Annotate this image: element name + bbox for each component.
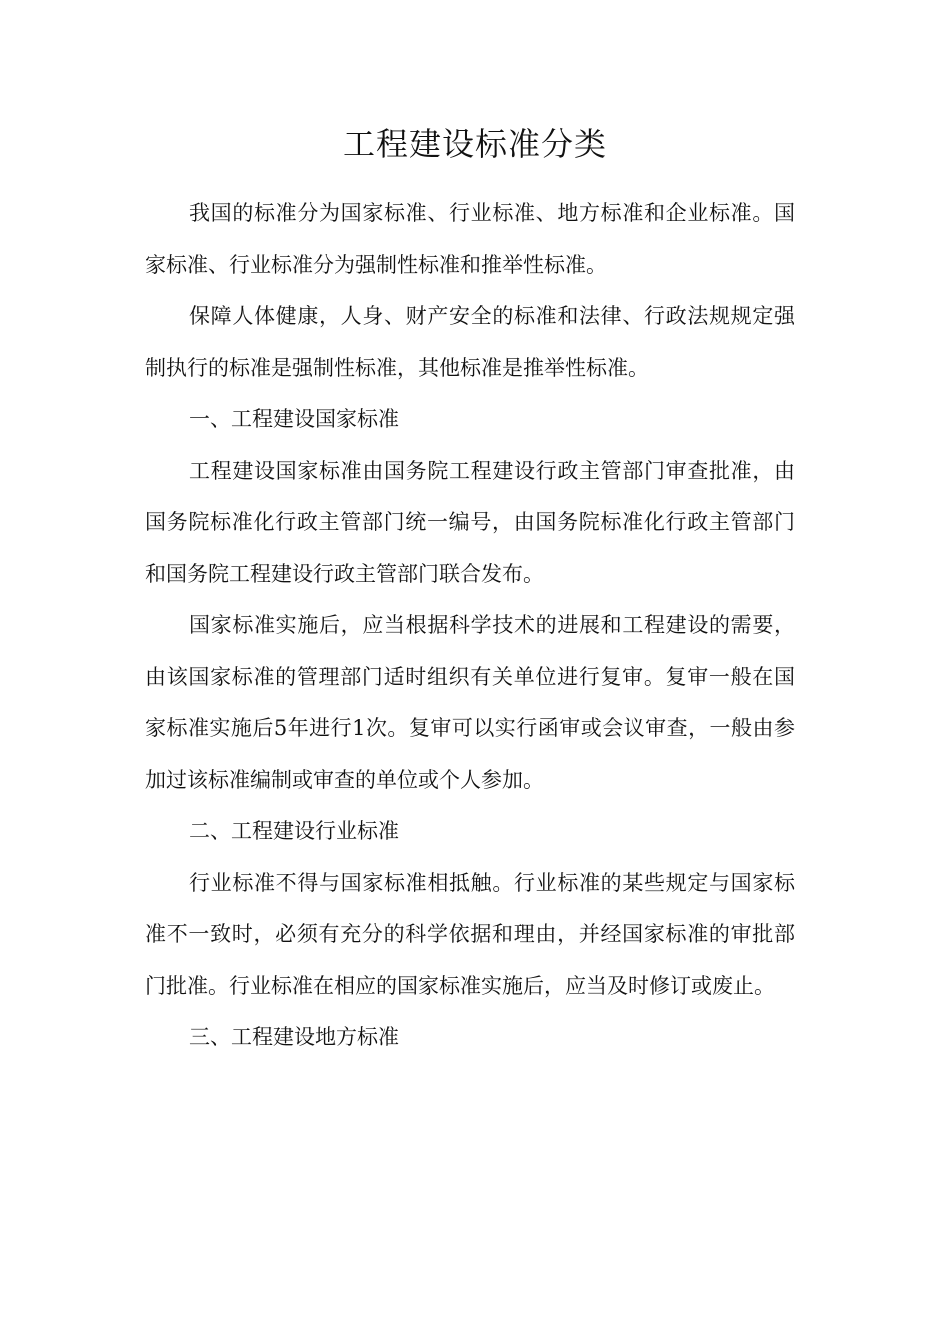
- section-heading-local: 三、工程建设地方标准: [189, 1025, 399, 1049]
- paragraph-industry-rules: 行业标准不得与国家标准相抵触。行业标准的某些规定与国家标准不一致时，必须有充分的科学依据和理由，并经国家标准的审批部门批准。行业标准在相应的国家标准实施后，应当及时修订或废止。: [145, 870, 795, 998]
- document-title: 工程建设标准分类: [342, 125, 607, 163]
- section-heading-national: 一、工程建设国家标准: [189, 407, 399, 431]
- section-heading-industry: 二、工程建设行业标准: [189, 819, 399, 843]
- paragraph-national-review: 国家标准实施后，应当根据科学技术的进展和工程建设的需要，由该国家标准的管理部门适时组织有关单位进行复审。复审一般在国家标准实施后5年进行1次。复审可以实行函审或会议审查，一般由参加过该标准编制或审查的单位或个人参加。: [145, 613, 795, 792]
- paragraph-national-approval: 工程建设国家标准由国务院工程建设行政主管部门审查批准，由国务院标准化行政主管部门统一编号，由国务院标准化行政主管部门和国务院工程建设行政主管部门联合发布。: [145, 458, 795, 586]
- document-body: [145, 188, 795, 1064]
- paragraph-standard-types: 我国的标准分为国家标准、行业标准、地方标准和企业标准。国家标准、行业标准分为强制性标准和推举性标准。: [145, 201, 795, 277]
- paragraph-mandatory-definition: 保障人体健康，人身、财产安全的标准和法律、行政法规规定强制执行的标准是强制性标准，其他标准是推举性标准。: [145, 304, 795, 380]
